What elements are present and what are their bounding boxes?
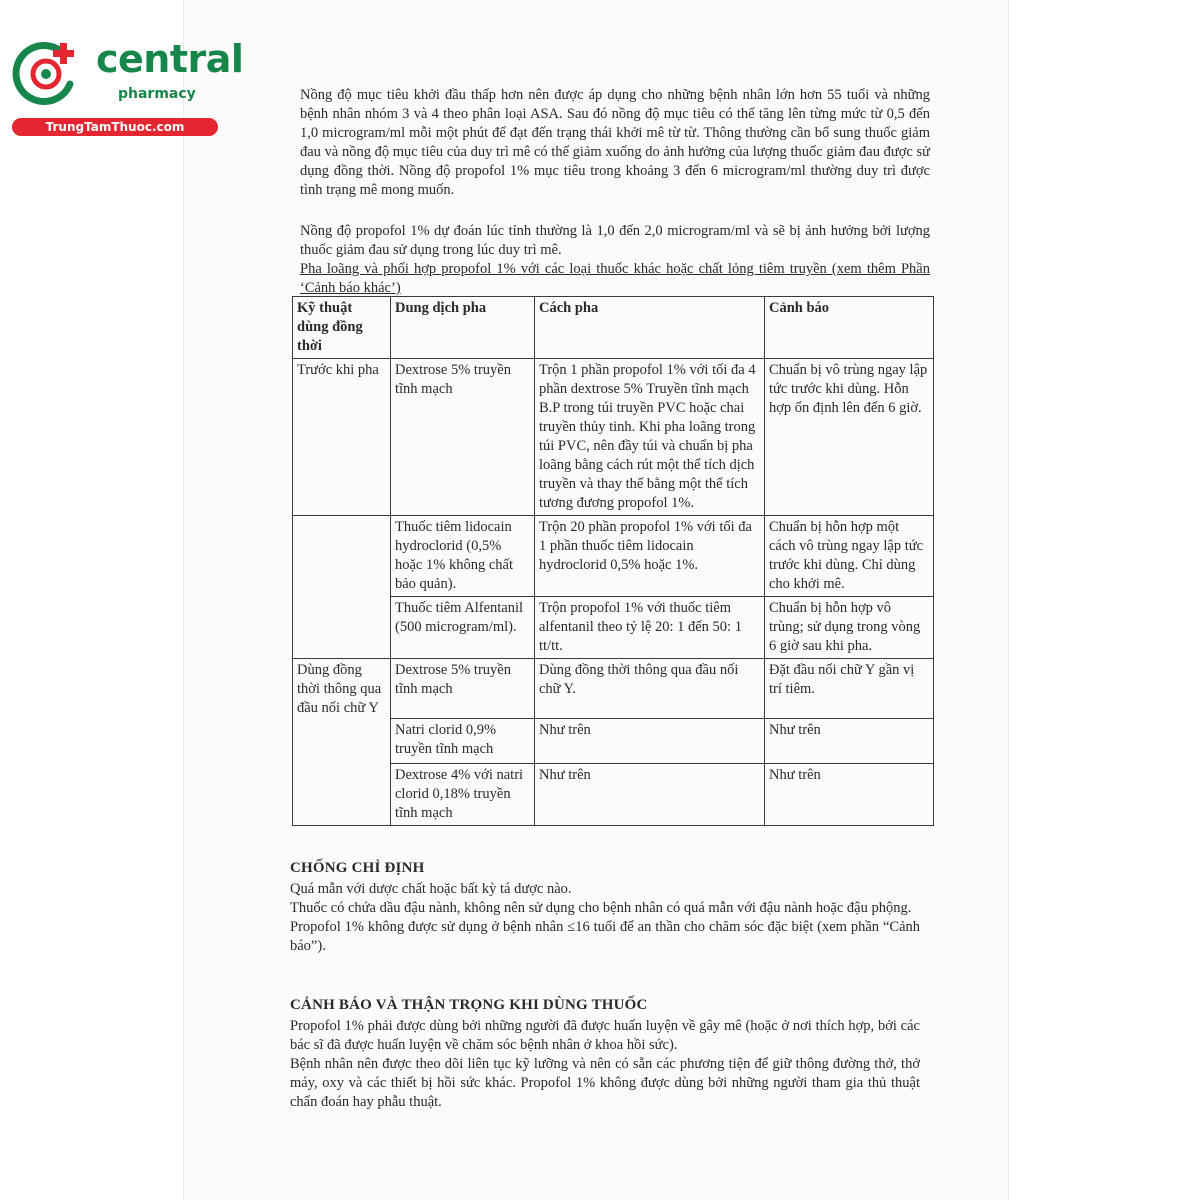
dilution-table (292, 296, 934, 826)
table-header-row (293, 297, 934, 359)
contraindications-text (290, 880, 920, 956)
header-method: Cách pha (535, 297, 765, 359)
warning-line: Bệnh nhân nên được theo dõi liên tục kỹ lưỡng và nên có sẵn các phương tiện để giữ thông đường thở, thở máy, oxy và các thiết bị hồi sức khác. Propofol 1% không được dùng bởi những người tham gia thủ thuật chẩn đoán hay phẫu thuật. (290, 1056, 920, 1110)
method-cell: Trộn propofol 1% với thuốc tiêm alfentanil theo tỷ lệ 20: 1 đến 50: 1 tt/tt. (535, 597, 765, 659)
method-cell: Trộn 20 phần propofol 1% với tối đa 1 phần thuốc tiêm lidocain hydroclorid 0,5% hoặc 1%. (535, 516, 765, 597)
technique-cell-empty (293, 597, 391, 659)
warning-cell: Chuẩn bị hỗn hợp vô trùng; sử dụng trong vòng 6 giờ sau khi pha. (765, 597, 934, 659)
table-row (293, 359, 934, 516)
brand-subtitle: pharmacy (118, 86, 196, 102)
warnings-text (290, 1017, 920, 1112)
method-cell: Trộn 1 phần propofol 1% với tối đa 4 phần dextrose 5% Truyền tĩnh mạch B.P trong túi truyền PVC hoặc chai truyền thủy tinh. Khi pha loãng trong túi PVC, nên đầy túi và chuẩn bị pha loãng bằng cách rút một thể tích dịch truyền và thay thế bằng một thể tích tương đương propofol 1%. (535, 359, 765, 516)
solution-cell: Natri clorid 0,9% truyền tĩnh mạch (391, 719, 535, 764)
intro-paragraph-2: Nồng độ propofol 1% dự đoán lúc tỉnh thường là 1,0 đến 2,0 microgram/ml và sẽ bị ảnh hưởng bởi lượng thuốc giảm đau sử dụng trong lúc duy trì mê. (300, 223, 930, 258)
solution-cell: Thuốc tiêm Alfentanil (500 microgram/ml). (391, 597, 535, 659)
brand-site-banner: TrungTamThuoc.com (12, 118, 218, 136)
method-cell: Như trên (535, 764, 765, 826)
solution-cell: Dextrose 5% truyền tĩnh mạch (391, 359, 535, 516)
solution-cell: Dextrose 5% truyền tĩnh mạch (391, 659, 535, 719)
central-pharmacy-logo-icon (10, 38, 82, 110)
method-cell: Như trên (535, 719, 765, 764)
technique-cell: Trước khi pha (293, 359, 391, 516)
brand-name: central (96, 37, 244, 81)
technique-cell-empty (293, 516, 391, 597)
header-solution: Dung dịch pha (391, 297, 535, 359)
dilution-caption: Pha loãng và phối hợp propofol 1% với các loại thuốc khác hoặc chất lỏng tiêm truyền (xem thêm Phần ‘Cảnh báo khác’) (300, 261, 930, 296)
header-technique: Kỹ thuật dùng đồng thời (293, 297, 391, 359)
warning-line: Propofol 1% phải được dùng bởi những người đã được huấn luyện về gây mê (hoặc ở nơi thích hợp, bởi các bác sĩ đã được huấn luyện về chăm sóc bệnh nhân ở khoa hồi sức). (290, 1018, 920, 1053)
contraindication-line: Quá mẫn với dược chất hoặc bất kỳ tá dược nào. (290, 881, 572, 897)
warning-cell: Như trên (765, 764, 934, 826)
contraindications-heading: CHỐNG CHỈ ĐỊNH (290, 860, 425, 876)
method-cell: Dùng đồng thời thông qua đầu nối chữ Y. (535, 659, 765, 719)
intro-paragraph-1: Nồng độ mục tiêu khởi đầu thấp hơn nên được áp dụng cho những bệnh nhân lớn hơn 55 tuổi và những bệnh nhân nhóm 3 và 4 theo phân loại ASA. Sau đó nồng độ mục tiêu có thể tăng lên từng mức từ 0,5 đến 1,0 microgram/ml mỗi một phút để đạt đến trạng thái khởi mê từ từ. Thông thường cần bổ sung thuốc giảm đau và nồng độ mục tiêu của duy trì mê có thể giảm xuống do ảnh hưởng của lượng thuốc giảm đau được sử dụng đồng thời. Nồng độ propofol 1% mục tiêu trong khoảng 3 đến 6 microgram/ml thường duy trì được tình trạng mê mong muốn. (300, 87, 930, 198)
warning-cell: Đặt đầu nối chữ Y gần vị trí tiêm. (765, 659, 934, 719)
contraindication-line: Thuốc có chứa dầu đậu nành, không nên sử dụng cho bệnh nhân có quá mẫn với đậu nành hoặc đậu phộng. (290, 900, 912, 916)
table-row (293, 516, 934, 597)
brand-logo[interactable] (10, 36, 244, 136)
solution-cell: Dextrose 4% với natri clorid 0,18% truyền tĩnh mạch (391, 764, 535, 826)
table-row (293, 659, 934, 719)
solution-cell: Thuốc tiêm lidocain hydroclorid (0,5% hoặc 1% không chất bảo quản). (391, 516, 535, 597)
warning-cell: Chuẩn bị vô trùng ngay lập tức trước khi dùng. Hỗn hợp ổn định lên đến 6 giờ. (765, 359, 934, 516)
warning-cell: Như trên (765, 719, 934, 764)
table-row (293, 597, 934, 659)
contraindication-line: Propofol 1% không được sử dụng ở bệnh nhân ≤16 tuổi để an thần cho chăm sóc đặc biệt (xem phần “Cảnh báo”). (290, 919, 920, 954)
header-warning: Cảnh báo (765, 297, 934, 359)
technique-cell: Dùng đồng thời thông qua đầu nối chữ Y (293, 659, 391, 826)
warning-cell: Chuẩn bị hỗn hợp một cách vô trùng ngay lập tức trước khi dùng. Chỉ dùng cho khởi mê. (765, 516, 934, 597)
warnings-heading: CẢNH BÁO VÀ THẬN TRỌNG KHI DÙNG THUỐC (290, 997, 648, 1013)
